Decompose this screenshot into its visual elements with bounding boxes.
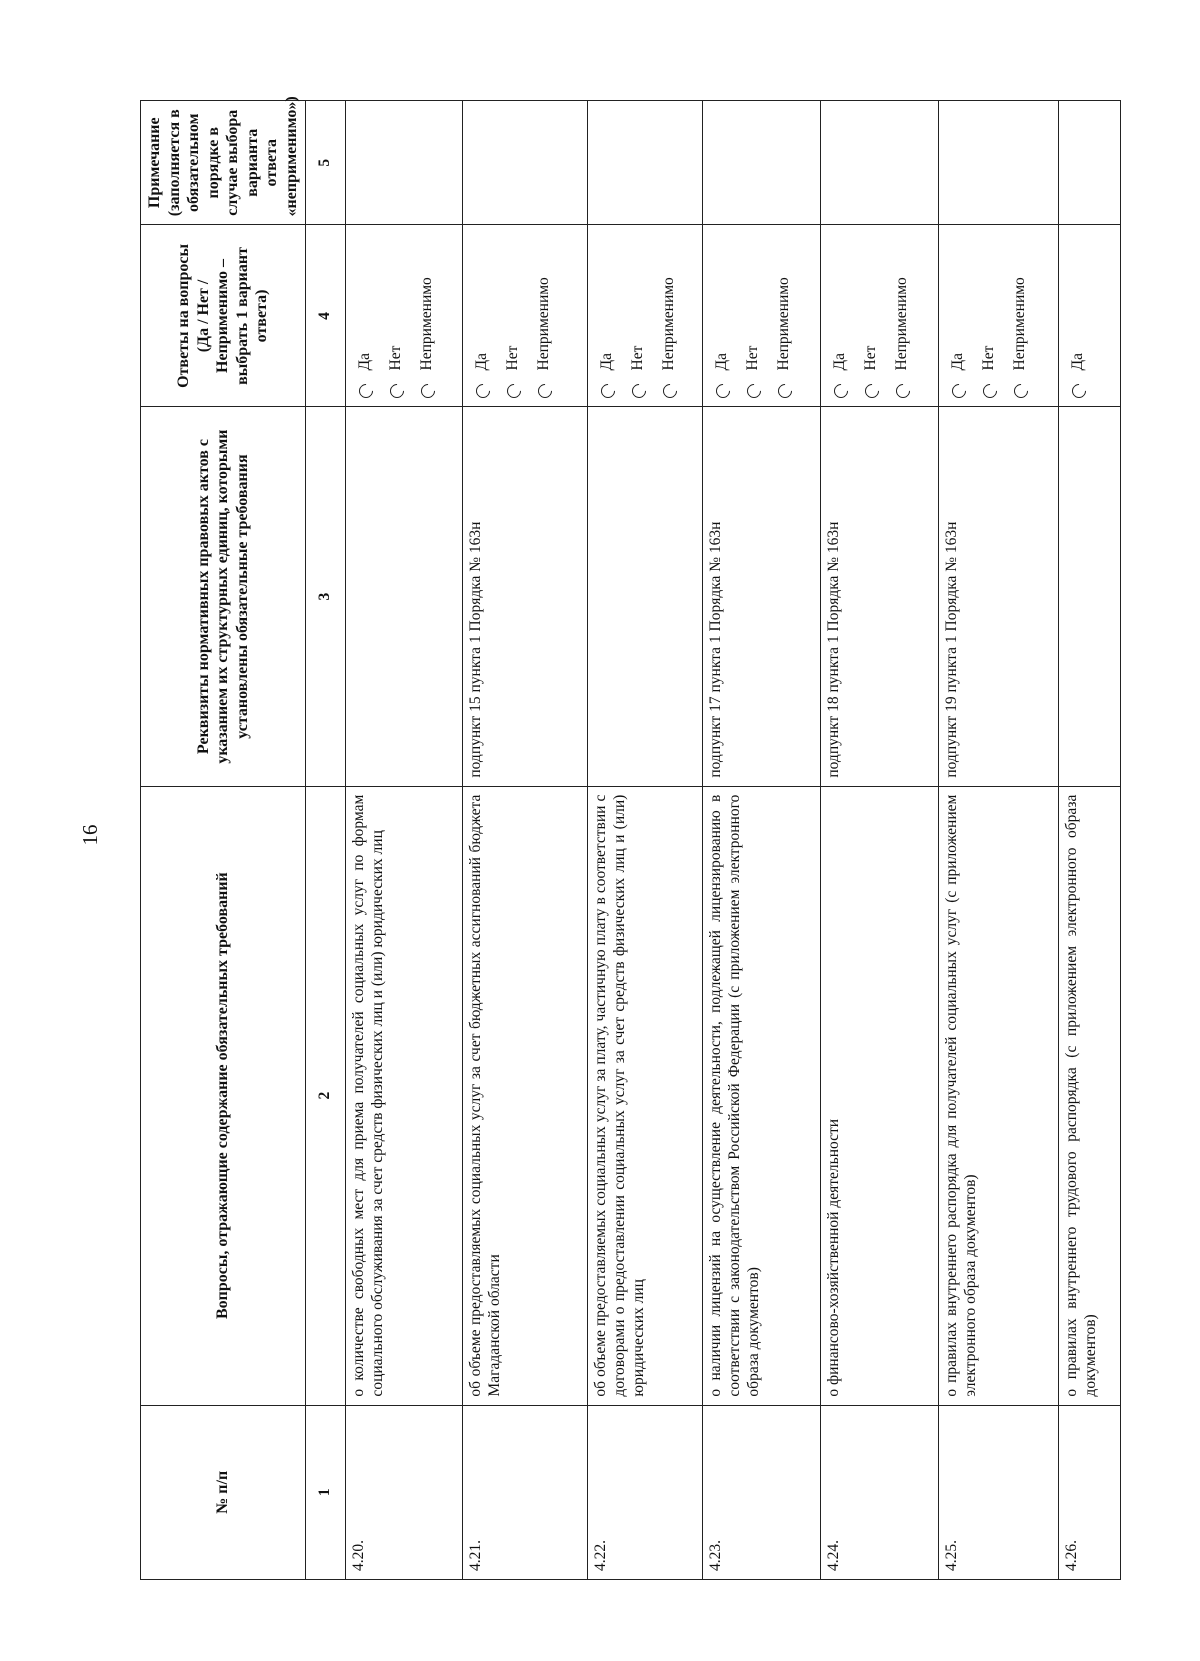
table-header-row	[141, 101, 306, 1580]
column-number: 1	[306, 1405, 346, 1579]
requisites-text: подпункт 17 пункта 1 Порядка № 163н	[703, 407, 821, 786]
radio-icon[interactable]	[387, 382, 407, 402]
answer-options	[463, 225, 588, 407]
answer-option-no[interactable]	[856, 233, 887, 398]
answer-label: Да	[473, 353, 491, 371]
answer-label: Да	[1069, 353, 1087, 371]
table-row	[346, 101, 463, 1580]
table-row	[588, 101, 703, 1580]
requisites-text	[588, 407, 703, 786]
radio-icon[interactable]	[980, 382, 1000, 402]
question-text: о правилах внутреннего трудового распорядка (с приложением электронного образа документов)	[1059, 786, 1121, 1405]
answer-option-na[interactable]	[654, 233, 685, 398]
answer-label: Да	[949, 353, 967, 371]
requirements-table	[140, 96, 1121, 1580]
table-row	[1059, 101, 1121, 1580]
answer-option-yes[interactable]	[943, 233, 974, 398]
requisites-text: подпункт 19 пункта 1 Порядка № 163н	[939, 407, 1059, 786]
row-number: 4.22.	[588, 1405, 703, 1579]
note-cell[interactable]	[703, 101, 821, 225]
header-answers: Ответы на вопросы (Да / Нет / Неприменимо – выбрать 1 вариант ответа)	[141, 225, 306, 407]
answer-option-no[interactable]	[498, 233, 529, 398]
answer-label: Неприменимо	[418, 277, 436, 371]
answer-label: Нет	[387, 345, 405, 371]
answer-option-no[interactable]	[623, 233, 654, 398]
answer-option-yes[interactable]	[350, 233, 381, 398]
answer-option-yes[interactable]	[592, 233, 623, 398]
answer-label: Неприменимо	[1011, 277, 1029, 371]
radio-icon[interactable]	[713, 382, 733, 402]
answer-label: Неприменимо	[775, 277, 793, 371]
header-requisites: Реквизиты нормативных правовых актов с указанием их структурных единиц, которыми установлены обязательные требования	[141, 407, 306, 786]
note-cell[interactable]	[1059, 101, 1121, 225]
answer-option-no[interactable]	[974, 233, 1005, 398]
answer-option-yes[interactable]	[825, 233, 856, 398]
answer-label: Да	[831, 353, 849, 371]
note-cell[interactable]	[346, 101, 463, 225]
question-text: об объеме предоставляемых социальных услуг за счет бюджетных ассигнований бюджета Магаданской области	[463, 786, 588, 1405]
answer-option-yes[interactable]	[467, 233, 498, 398]
radio-icon[interactable]	[862, 382, 882, 402]
question-text: о количестве свободных мест для приема получателей социальных услуг по формам социального обслуживания за счет средств физических лиц и (или) юридических лиц	[346, 786, 463, 1405]
answer-label: Нет	[629, 345, 647, 371]
radio-icon[interactable]	[598, 382, 618, 402]
answer-label: Да	[356, 353, 374, 371]
answer-label: Нет	[744, 345, 762, 371]
answer-option-na[interactable]	[412, 233, 443, 398]
question-text: об объеме предоставляемых социальных услуг за плату, частичную плату в соответствии с договорами о предоставлении социальных услуг за счет средств физических лиц и (или) юридических лиц	[588, 786, 703, 1405]
radio-icon[interactable]	[744, 382, 764, 402]
note-cell[interactable]	[463, 101, 588, 225]
answer-option-na[interactable]	[769, 233, 800, 398]
answer-options	[346, 225, 463, 407]
answer-options	[821, 225, 939, 407]
row-number: 4.21.	[463, 1405, 588, 1579]
answer-option-yes[interactable]	[707, 233, 738, 398]
note-cell[interactable]	[588, 101, 703, 225]
table-row	[939, 101, 1059, 1580]
answer-options	[939, 225, 1059, 407]
answer-options	[703, 225, 821, 407]
column-number: 4	[306, 225, 346, 407]
page-number: 16	[78, 824, 102, 846]
radio-icon[interactable]	[1011, 382, 1031, 402]
answer-option-no[interactable]	[381, 233, 412, 398]
row-number: 4.26.	[1059, 1405, 1121, 1579]
question-text: о правилах внутреннего распорядка для получателей социальных услуг (с приложением электронного образа документов)	[939, 786, 1059, 1405]
radio-icon[interactable]	[356, 382, 376, 402]
answer-option-yes[interactable]	[1063, 233, 1094, 398]
answer-label: Нет	[862, 345, 880, 371]
answer-option-na[interactable]	[1005, 233, 1036, 398]
radio-icon[interactable]	[1069, 382, 1089, 402]
radio-icon[interactable]	[949, 382, 969, 402]
row-number: 4.24.	[821, 1405, 939, 1579]
answer-label: Неприменимо	[660, 277, 678, 371]
column-number-row	[306, 101, 346, 1580]
answer-label: Нет	[980, 345, 998, 371]
header-number: № п/п	[141, 1405, 306, 1579]
answer-option-na[interactable]	[887, 233, 918, 398]
requisites-text: подпункт 15 пункта 1 Порядка № 163н	[463, 407, 588, 786]
answer-label: Да	[598, 353, 616, 371]
radio-icon[interactable]	[504, 382, 524, 402]
requisites-text	[1059, 407, 1121, 786]
answer-label: Неприменимо	[535, 277, 553, 371]
table-row	[821, 101, 939, 1580]
radio-icon[interactable]	[535, 382, 555, 402]
question-text: о финансово-хозяйственной деятельности	[821, 786, 939, 1405]
row-number: 4.20.	[346, 1405, 463, 1579]
column-number: 5	[306, 101, 346, 225]
column-number: 2	[306, 786, 346, 1405]
column-number: 3	[306, 407, 346, 786]
requisites-text	[346, 407, 463, 786]
radio-icon[interactable]	[629, 382, 649, 402]
radio-icon[interactable]	[775, 382, 795, 402]
row-number: 4.23.	[703, 1405, 821, 1579]
note-cell[interactable]	[939, 101, 1059, 225]
radio-icon[interactable]	[418, 382, 438, 402]
answer-option-na[interactable]	[529, 233, 560, 398]
answer-options	[588, 225, 703, 407]
radio-icon[interactable]	[473, 382, 493, 402]
header-note: Примечание (заполняется в обязательном порядке в случае выбора варианта ответа «неприменимо»)	[141, 101, 306, 225]
table-row	[703, 101, 821, 1580]
header-question: Вопросы, отражающие содержание обязательных требований	[141, 786, 306, 1405]
requisites-text: подпункт 18 пункта 1 Порядка № 163н	[821, 407, 939, 786]
answer-label: Неприменимо	[893, 277, 911, 371]
radio-icon[interactable]	[831, 382, 851, 402]
note-cell[interactable]	[821, 101, 939, 225]
answer-label: Да	[713, 353, 731, 371]
table-rotated-wrapper	[140, 96, 1115, 1580]
answer-options	[1059, 225, 1121, 407]
answer-option-no[interactable]	[738, 233, 769, 398]
table-row	[463, 101, 588, 1580]
row-number: 4.25.	[939, 1405, 1059, 1579]
radio-icon[interactable]	[893, 382, 913, 402]
radio-icon[interactable]	[660, 382, 680, 402]
answer-label: Нет	[504, 345, 522, 371]
question-text: о наличии лицензий на осуществление деятельности, подлежащей лицензированию в соответствии с законодательством Российской Федерации (с приложением электронного образа документов)	[703, 786, 821, 1405]
